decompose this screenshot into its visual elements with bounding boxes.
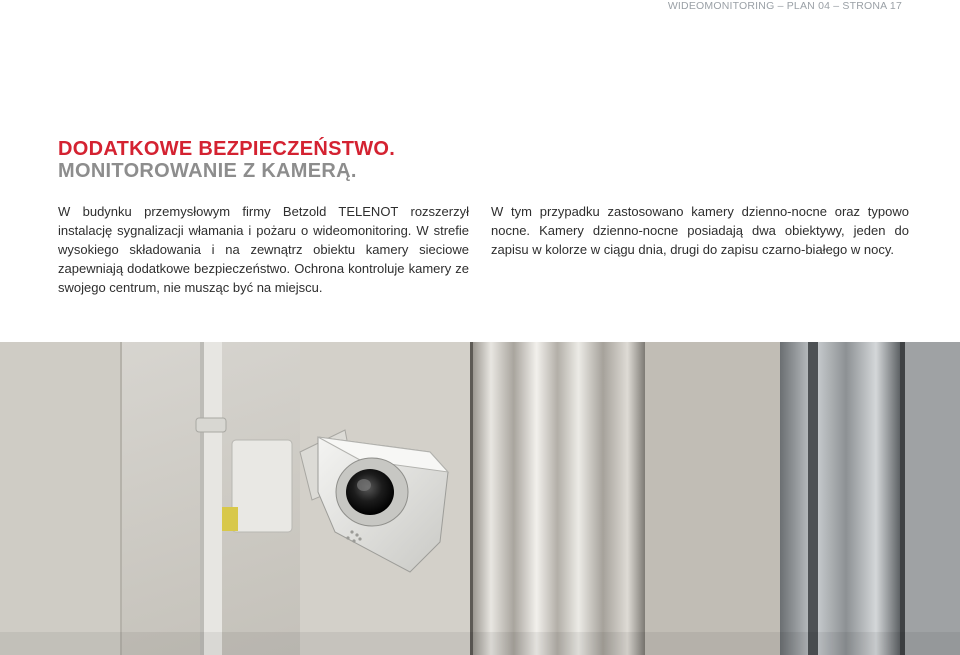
body-column-left — [58, 202, 469, 297]
title-line-accent: DODATKOWE BEZPIECZEŃSTWO. — [58, 138, 396, 160]
camera-lens — [346, 469, 394, 515]
camera-photo — [0, 342, 960, 655]
page-title — [58, 138, 395, 182]
insulated-duct — [470, 342, 645, 655]
paragraph-installation: W budynku przemysłowym firmy Betzold TELENOT rozszerzył instalację sygnalizacji włamania i pożaru o wideomonitoring. W strefie wysokiego składowania i na zewnątrz obiektu kamery sieciowe zapewniają dodatkowe bezpieczeństwo. Ochrona kontroluje kamery ze swojego centrum, nie musząc być na miejscu. — [58, 204, 469, 295]
title-line-secondary: MONITOROWANIE Z KAMERĄ. — [58, 160, 357, 182]
paragraph-day-night-cameras: W tym przypadku zastosowano kamery dzienno-nocne oraz typowo nocne. Kamery dzienno-nocne posiadają dwa obiektywy, jeden do zapisu w kolorze w ciągu dnia, drugi do zapisu czarno-białego w nocy. — [491, 204, 909, 257]
junction-box — [232, 440, 292, 532]
metal-frame — [780, 342, 900, 655]
body-column-right — [491, 202, 909, 259]
running-header: WIDEOMONITORING – PLAN 04 – STRONA 17 — [667, 0, 902, 12]
